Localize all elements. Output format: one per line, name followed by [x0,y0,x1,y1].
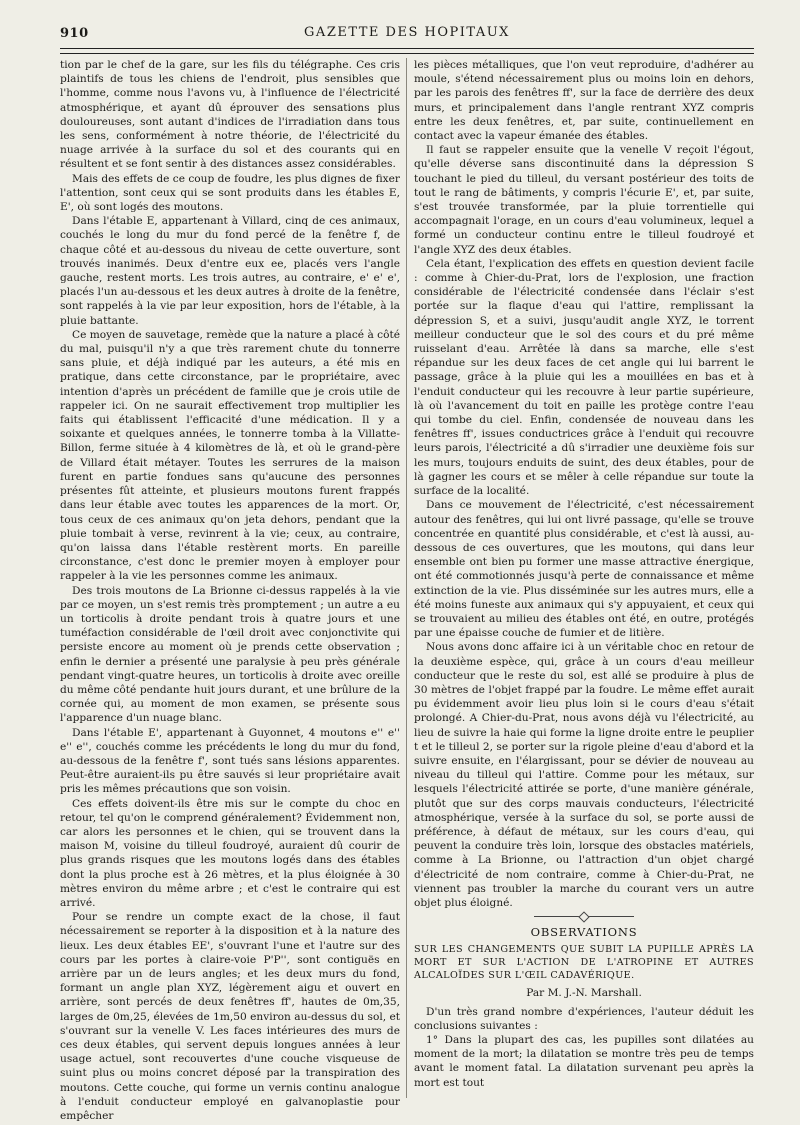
header-rule [60,48,754,54]
paragraph: Des trois moutons de La Brionne ci-dessus rappelés à la vie par ce moyen, un s'est remis très promptement ; un autre a eu un torticolis à droite pendant trois à quatre jours et une tuméfaction considérable de l'œil droit avec conjonctivite qui persiste encore au moment où je prends cette observation ; enfin le dernier a présenté une paralysie à peu près générale pendant vingt-quatre heures, un torticolis à droite avec oreille du même côté pendante huit jours durant, et une brûlure de la cornée qui, au moment de mon examen, se présente sous l'apparence d'un nuage blanc. [60,584,400,725]
paragraph: Dans l'étable E', appartenant à Guyonnet, 4 moutons e'' e'' e'' e'', couchés comme les précédents le long du mur du fond, au-dessous de la fenêtre f', sont tués sans lésions apparentes. Peut-être auraient-ils pu être sauvés si leur propriétaire avait pris les mêmes précautions que son voisin. [60,726,400,796]
paragraph: Ces effets doivent-ils être mis sur le compte du choc en retour, tel qu'on le comprend généralement? Évidemment non, car alors les personnes et le chien, qui se trouvent dans la maison M, voisine du tilleul foudroyé, auraient dû courir de plus grands risques que les moutons logés dans des étables dont la plus proche est à 26 mètres, et la plus éloignée à 30 mètres environ du même arbre ; et c'est le contraire qui est arrivé. [60,797,400,909]
running-title: GAZETTE DES HOPITAUX [304,25,510,40]
left-column [60,58,400,1123]
paragraph: Mais des effets de ce coup de foudre, les plus dignes de fixer l'attention, sont ceux qui se sont produits dans les étables E, E', où sont logés des moutons. [60,172,400,214]
author-byline: Par M. J.-N. Marshall. [526,987,642,1000]
paragraph: Dans ce mouvement de l'électricité, c'est nécessairement autour des fenêtres, qui lui ont livré passage, qu'elle se trouve concentrée en quantité plus considérable, et c'est là aussi, au-dessous de ces ouvertures, que les moutons, qui dans leur ensemble ont bien pu former une masse attractive énergique, ont été commotionnés jusqu'à perte de connaissance et même extinction de la vie. Plus disséminée sur les autres murs, elle a été moins funeste aux animaux qui s'y appuyaient, et ceux qui se trouvaient au milieu des étables ont été, en outre, protégés par une épaisse couche de fumier et de litière. [414,499,754,640]
section-title: OBSERVATIONS [530,925,638,940]
page-number: 910 [60,26,89,41]
paragraph: les pièces métalliques, que l'on veut reproduire, d'adhérer au moule, s'étend nécessairement plus ou moins loin en dehors, par les parois des fenêtres ff', sur la face de derrière des deux murs, et principalement dans l'angle rentrant XYZ compris entre les deux fenêtres, et, par suite, continuellement en contact avec la vapeur émanée des étables. [414,59,754,143]
paragraph: 1° Dans la plupart des cas, les pupilles sont dilatées au moment de la mort; la dilatation se montre très peu de temps avant le moment fatal. La dilatation survenant peu après la mort est tout [414,1034,754,1089]
paragraph: Dans l'étable E, appartenant à Villard, cinq de ces animaux, couchés le long du mur du fond percé de la fenêtre f, de chaque côté et au-dessous du niveau de cette ouverture, sont trouvés inanimés. Deux d'entre eux ee, placés vers l'angle gauche, restent morts. Les trois autres, au contraire, e' e' e', placés l'un au-dessous et les deux autres à droite de la fenêtre, sont rappelés à la vie par leur exposition, hors de l'étable, à la pluie battante. [60,215,400,327]
paragraph: Pour se rendre un compte exact de la chose, il faut nécessairement se reporter à la disposition et à la nature des lieux. Les deux étables EE', s'ouvrant l'une et l'autre sur des cours par les portes à claire-voie P'P'', sont contiguës en arrière par un de leurs angles; et les deux murs du fond, formant un angle plan XYZ, légèrement aigu et ouvert en arrière, sont percés de deux fenêtres ff', hautes de 0m,35, larges de 0m,25, élevées de 1m,50 environ au-dessus du sol, et s'ouvrant sur la venelle V. Les faces intérieures des murs de ces deux étables, qui servent depuis longues années à leur usage actuel, sont recouvertes d'une couche visqueuse de suint plus ou moins concret déposé par la transpiration des moutons. Cette couche, qui forme un vernis continu analogue à l'enduit conducteur employé en galvanoplastie pour empêcher [60,911,400,1123]
paragraph: Nous avons donc affaire ici à un véritable choc en retour de la deuxième espèce, qui, grâce à un cours d'eau meilleur conducteur que le reste du sol, est allé se produire à plus de 30 mètres de l'objet frappé par la foudre. Le même effet aurait pu évidemment avoir lieu plus loin si le cours d'eau s'était prolongé. A Chier-du-Prat, nous avons déjà vu l'électricité, au lieu de suivre la haie qui forme la ligne droite entre le peuplier t et le tilleul 2, se porter sur la rigole pleine d'eau d'abord et la suivre ensuite, en l'élargissant, pour se dévier de nouveau au niveau du tilleul qui l'attire. Comme pour les métaux, sur lesquels l'électricité attirée se porte, d'une manière générale, plutôt que sur des corps mauvais conducteurs, l'électricité atmosphérique, versée à la surface du sol, se porte aussi de préférence, à défaut de métaux, sur les cours d'eau, qui peuvent la conduire très loin, lorsque des obstacles matériels, comme à La Brionne, ou l'attraction d'un objet chargé d'électricité de nom contraire, comme à Chier-du-Prat, ne viennent pas troubler la marche du courant vers un autre objet plus éloigné. [414,641,754,909]
paragraph: tion par le chef de la gare, sur les fils du télégraphe. Ces cris plaintifs de tous les chiens de l'endroit, plus sensibles que l'homme, comme nous l'avons vu, à l'influence de l'électricité atmosphérique, et ayant dû éprouver des sensations plus douloureuses, sont autant d'indices de l'irradiation dans tous les sens, conformément à notre théorie, de l'électricité du nuage arrivée à la surface du sol et des courants qui en résultent et se font sentir à des distances assez considérables. [60,59,400,171]
section-separator [534,916,634,921]
right-column [414,58,754,1090]
paragraph: Cela étant, l'explication des effets en question devient facile : comme à Chier-du-Prat, lors de l'explosion, une fraction considérable de l'électricité condensée dans l'éclair s'est portée sur la flaque d'eau qui l'attire, remplissant la dépression S, et a suivi, jusqu'audit angle XYZ, le torrent meilleur conducteur que le sol des cours et du pré même ruisselant d'eau. Arrêtée là dans sa marche, elle s'est répandue sur les deux faces de cet angle qui lui barrent le passage, grâce à la pluie qui les a mouillées en bas et à l'enduit conducteur qui les recouvre à leur partie supérieure, là où l'avancement du toit en paille les protège contre l'eau qui tombe du ciel. Enfin, condensée de nouveau dans les fenêtres ff', issues conductrices grâce à l'enduit qui recouvre leurs parois, l'électricité a dû s'irradier une deuxième fois sur les murs, toujours enduits de suint, des deux étables, pour de là gagner les cours et se mêler à celle répandue sur toute la surface de la localité. [414,257,754,498]
section-subtitle: SUR LES CHANGEMENTS QUE SUBIT LA PUPILLE APRÈS LA MORT ET SUR L'ACTION DE L'ATROPINE ET AUTRES ALCALOÏDES SUR L'ŒIL CADAVÉRIQUE. [414,944,754,982]
paragraph: D'un très grand nombre d'expériences, l'auteur déduit les conclusions suivantes : [414,1005,754,1032]
paragraph: Ce moyen de sauvetage, remède que la nature a placé à côté du mal, puisqu'il n'y a que très rarement chute du tonnerre sans pluie, et déjà indiqué par les auteurs, a été mis en pratique, dans cette circonstance, par le propriétaire, avec intention d'après un précédent de famille que je crois utile de rappeler ici. On ne saurait effectivement trop multiplier les faits qui établissent l'efficacité d'une médication. Il y a soixante et quelques années, le tonnerre tomba à la Villatte-Billon, ferme située à 4 kilomètres de là, et où le grand-père de Villard était métayer. Toutes les serrures de la maison furent en partie fondues sans qu'aucune des personnes présentes fût atteinte, et plusieurs moutons furent frappés dans leur étable avec toutes les apparences de la mort. Or, tous ceux de ces animaux qu'on jeta dehors, pendant que la pluie tombait à verse, revinrent à la vie; ceux, au contraire, qu'on laissa dans l'étable restèrent morts. En pareille circonstance, c'est donc le premier moyen à employer pour rappeler à la vie les personnes comme les animaux. [60,328,400,583]
column-divider [406,58,407,1098]
page-header [60,22,754,46]
paragraph: Il faut se rappeler ensuite que la venelle V reçoit l'égout, qu'elle déverse sans discontinuité dans la dépression S touchant le pied du tilleul, du versant postérieur des toits de tout le rang de bâtiments, y compris l'écurie E', et, par suite, s'est trouvée transformée, par la pluie torrentielle qui accompagnait l'orage, en un cours d'eau volumineux, lequel a formé un conducteur continu entre le tilleul foudroyé et l'angle XYZ des deux étables. [414,144,754,256]
